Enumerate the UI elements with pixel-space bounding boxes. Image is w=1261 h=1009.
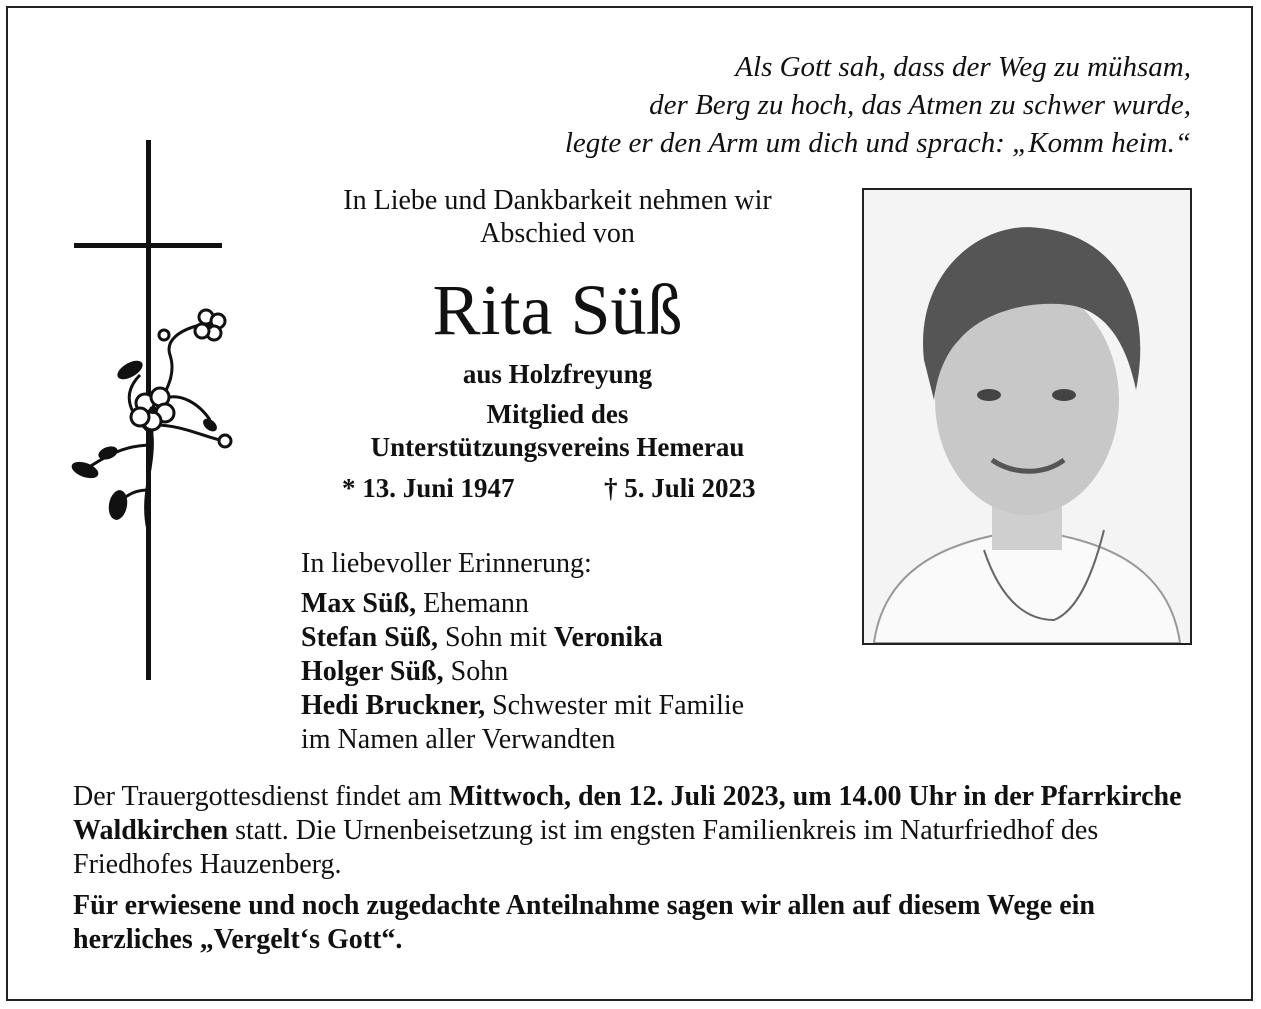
service-datetime-location: Mittwoch, den 12. Juli 2023, um 14.00 Uhr in der Pfarrkirche Waldkirchen [73,781,1182,846]
deceased-name: Rita Süß [432,270,683,350]
death-date: † 5. Juli 2023 [604,473,756,503]
family-member-relation: Ehemann [423,588,529,619]
thanks-note: Für erwiesene und noch zugedachte Anteilnahme sagen wir allen auf diesem Wege ein herzliches „Vergelt‘s Gott“. [73,890,1095,955]
family-member-relation: Sohn mit [444,622,547,653]
family-member-name: Holger Süß, [301,656,444,687]
family-member-name: Hedi Bruckner, [301,690,486,721]
portrait-photo [862,188,1192,645]
intro-line: In Liebe und Dankbarkeit nehmen wir [343,185,772,216]
poem-line: Als Gott sah, dass der Weg zu mühsam, [735,51,1191,83]
service-text: Der Trauergottesdienst findet am [73,781,449,812]
family-member-relation: Schwester mit Familie [492,690,745,721]
membership-line: Mitglied des [486,399,629,429]
life-dates [290,472,825,508]
remembrance-heading: In liebevoller Erinnerung: [301,548,592,579]
portrait-image [864,190,1190,643]
intro-text [290,184,825,250]
poem-line: legte er den Arm um dich und sprach: „Komm heim.“ [564,127,1191,159]
family-member-name: Max Süß, [301,588,417,619]
membership [290,398,825,464]
list-item [301,621,841,655]
service-notice [73,780,1203,882]
list-item [301,587,841,621]
intro-line: Abschied von [480,218,635,249]
poem-line: der Berg zu hoch, das Atmen zu schwer wurde, [649,89,1191,121]
family-member-relation: Sohn [450,656,509,687]
flower-branch-icon [60,295,240,535]
list-item [301,655,841,689]
service-text-burial: statt. Die Urnenbeisetzung ist im engsten Familienkreis im Naturfriedhof des Friedhofes Hauzenberg. [73,815,1099,880]
family-member-partner: Veronika [553,622,663,653]
membership-line: Unterstützungsvereins Hemerau [370,432,745,462]
birth-date: * 13. Juni 1947 [342,473,515,503]
family-list [301,587,841,757]
deceased-origin: aus Holzfreyung [462,359,653,389]
list-item [301,689,841,723]
cross-bar [74,243,222,248]
remembrance-closing: im Namen aller Verwandten [301,724,616,755]
poem [431,48,1191,162]
family-member-name: Stefan Süß, [301,622,438,653]
